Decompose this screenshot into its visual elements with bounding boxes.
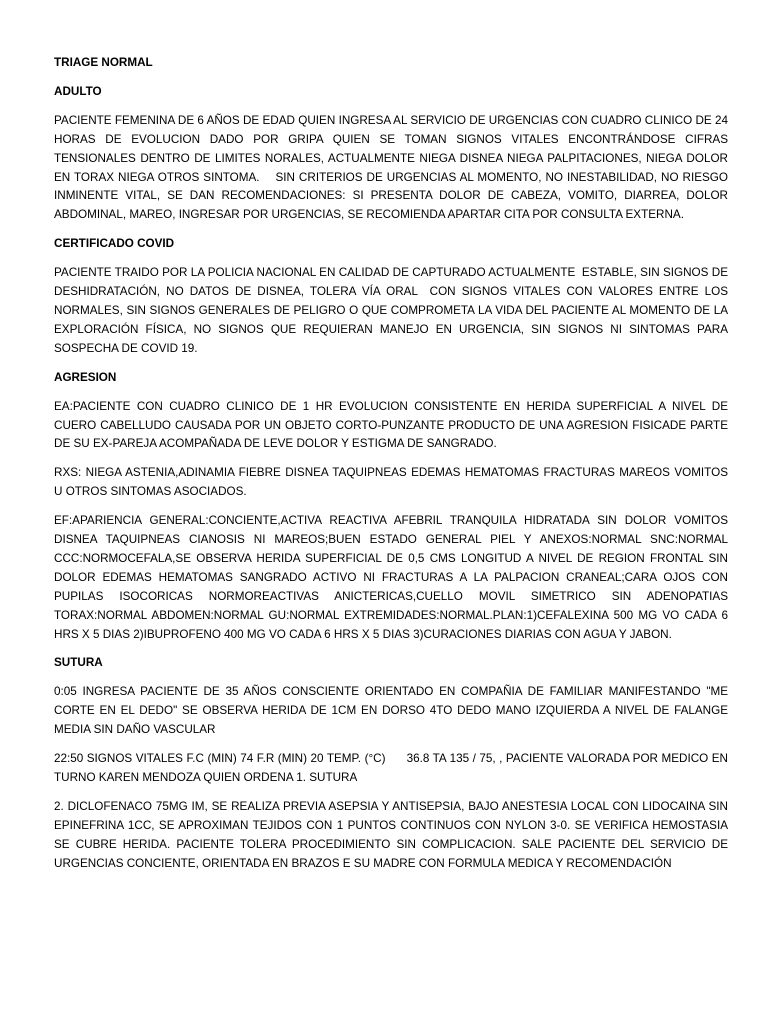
document-title: TRIAGE NORMAL — [54, 56, 153, 69]
paragraph: PACIENTE TRAIDO POR LA POLICIA NACIONAL EN CALIDAD DE CAPTURADO ACTUALMENTE ESTABLE, SIN SIGNOS DE DESHIDRATACIÓN, NO DATOS DE DISNEA, TOLERA VÍA ORAL CON SIGNOS VITALES CON VALORES ENTRE LOS NORMALES, SIN SIGNOS GENERALES DE PELIGRO O QUE COMPROMETA LA VIDA DEL PACIENTE AL MOMENTO DE LA EXPLORACIÓN FÍSICA, NO SIGNOS QUE REQUIERAN MANEJO EN URGENCIA, SIN SIGNOS NI SINTOMAS PARA SOSPECHA DE COVID 19. — [54, 266, 732, 355]
paragraph: 2. DICLOFENACO 75MG IM, SE REALIZA PREVIA ASEPSIA Y ANTISEPSIA, BAJO ANESTESIA LOCAL CON LIDOCAINA SIN EPINEFRINA 1CC, SE APROXIMAN TEJIDOS CON 1 PUNTOS CONTINUOS CON NYLON 3-0. SE VERIFICA HEMOSTASIA SE CUBRE HERIDA. PACIENTE TOLERA PROCEDIMIENTO SIN COMPLICACION. SALE PACIENTE DEL SERVICIO DE URGENCIAS CONCIENTE, ORIENTADA EN BRAZOS E SU MADRE CON FORMULA MEDICA Y RECOMENDACIÓN — [54, 799, 732, 870]
paragraph: 22:50 SIGNOS VITALES F.C (MIN) 74 F.R (MIN) 20 TEMP. (°C) 36.8 TA 135 / 75, , PACIENTE VALORADA POR MEDICO EN TURNO KAREN MENDOZA QUIEN ORDENA 1. SUTURA — [54, 752, 732, 784]
paragraph: EF:APARIENCIA GENERAL:CONCIENTE,ACTIVA REACTIVA AFEBRIL TRANQUILA HIDRATADA SIN DOLOR VOMITOS DISNEA TAQUIPNEAS CIANOSIS NI MAREOS;BUEN ESTADO GENERAL PIEL Y ANEXOS:NORMAL SNC:NORMAL CCC:NORMOCEFALA,SE OBSERVA HERIDA SUPERFICIAL DE 0,5 CMS LONGITUD A NIVEL DE REGION FRONTAL SIN DOLOR EDEMAS HEMATOMAS SANGRADO ACTIVO NI FRACTURAS A LA PALPACION CRANEAL;CARA OJOS CON PUPILAS ISOCORICAS NORMOREACTIVAS ANICTERICAS,CUELLO MOVIL SIMETRICO SIN ADENOPATIAS TORAX:NORMAL ABDOMEN:NORMAL GU:NORMAL EXTREMIDADES:NORMAL.PLAN:1)CEFALEXINA 500 MG VO CADA 6 HRS X 5 DIAS 2)IBUPROFENO 400 MG VO CADA 6 HRS X 5 DIAS 3)CURACIONES DIARIAS CON AGUA Y JABON. — [54, 514, 732, 641]
section-heading: AGRESION — [54, 370, 117, 384]
document-page — [54, 54, 732, 884]
section-agresion — [54, 369, 732, 645]
paragraph: RXS: NIEGA ASTENIA,ADINAMIA FIEBRE DISNEA TAQUIPNEAS EDEMAS HEMATOMAS FRACTURAS MAREOS VOMITOS U OTROS SINTOMAS ASOCIADOS. — [54, 466, 732, 499]
section-sutura — [54, 654, 732, 873]
paragraph: EA:PACIENTE CON CUADRO CLINICO DE 1 HR EVOLUCION CONSISTENTE EN HERIDA SUPERFICIAL A NIVEL DE CUERO CABELLUDO CAUSADA POR UN OBJETO CORTO-PUNZANTE PRODUCTO DE UNA AGRESION FISICADE PARTE DE SU EX-PAREJA ACOMPAÑADA DE LEVE DOLOR Y ESTIGMA DE SANGRADO. — [54, 399, 732, 451]
section-adulto — [54, 83, 732, 225]
section-heading: SUTURA — [54, 656, 103, 670]
section-heading: ADULTO — [54, 84, 102, 98]
section-certificado-covid — [54, 235, 732, 358]
paragraph: 0:05 INGRESA PACIENTE DE 35 AÑOS CONSCIENTE ORIENTADO EN COMPAÑIA DE FAMILIAR MANIFESTANDO "ME CORTE EN EL DEDO" SE OBSERVA HERIDA DE 1CM EN DORSO 4TO DEDO MANO IZQUIERDA A NIVEL DE FALANGE MEDIA SIN DAÑO VASCULAR — [54, 685, 732, 737]
paragraph: PACIENTE FEMENINA DE 6 AÑOS DE EDAD QUIEN INGRESA AL SERVICIO DE URGENCIAS CON CUADRO CLINICO DE 24 HORAS DE EVOLUCION DADO POR GRIPA QUIEN SE TOMAN SIGNOS VITALES ENCONTRÁNDOSE CIFRAS TENSIONALES DENTRO DE LIMITES NORALES, ACTUALMENTE NIEGA DISNEA NIEGA PALPITACIONES, NIEGA DOLOR EN TORAX NIEGA OTROS SINTOMA. SIN CRITERIOS DE URGENCIAS AL MOMENTO, NO INESTABILIDAD, NO RIESGO INMINENTE VITAL, SE DAN RECOMENDACIONES: SI PRESENTA DOLOR DE CABEZA, VOMITO, DIARREA, DOLOR ABDOMINAL, MAREO, INGRESAR POR URGENCIAS, SE RECOMIENDA APARTAR CITA POR CONSULTA EXTERNA. — [54, 113, 732, 222]
section-heading: CERTIFICADO COVID — [54, 237, 175, 251]
